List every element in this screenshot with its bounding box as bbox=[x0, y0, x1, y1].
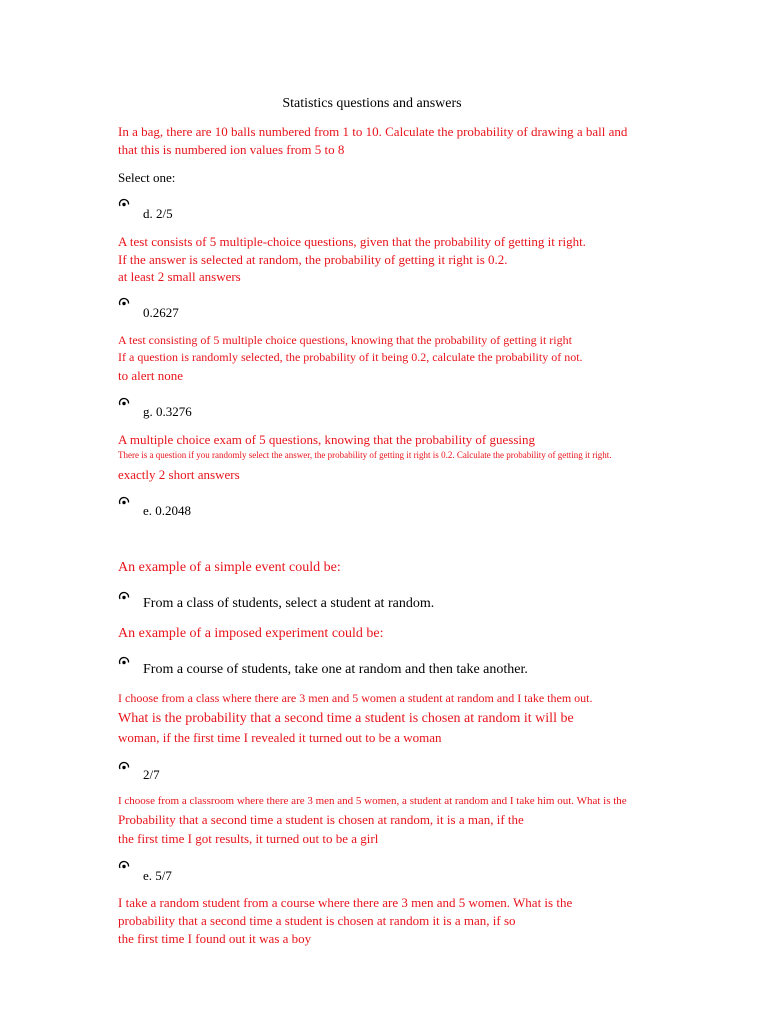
page-title: Statistics questions and answers bbox=[282, 96, 462, 111]
question-line: that this is numbered ion values from 5 to 8 bbox=[118, 142, 345, 157]
radio-selected-icon[interactable] bbox=[118, 397, 130, 409]
question-line: woman, if the first time I revealed it turned out to be a woman bbox=[118, 730, 442, 745]
question-line: A multiple choice exam of 5 questions, knowing that the probability of guessing bbox=[118, 432, 536, 447]
answer-option[interactable]: d. 2/5 bbox=[143, 206, 173, 221]
answer-option[interactable]: From a class of students, select a student at random. bbox=[143, 596, 435, 611]
question-line: A test consists of 5 multiple-choice questions, given that the probability of getting it right. bbox=[118, 234, 586, 249]
answer-option[interactable]: e. 5/7 bbox=[143, 868, 172, 883]
select-one-label: Select one: bbox=[118, 170, 176, 185]
radio-selected-icon[interactable] bbox=[118, 591, 130, 603]
answer-option[interactable]: 0.2627 bbox=[143, 305, 179, 320]
radio-selected-icon[interactable] bbox=[118, 761, 130, 773]
question-line: In a bag, there are 10 balls numbered from 1 to 10. Calculate the probability of drawing a ball and bbox=[118, 124, 628, 139]
radio-selected-icon[interactable] bbox=[118, 297, 130, 309]
answer-option[interactable]: From a course of students, take one at random and then take another. bbox=[143, 662, 528, 677]
question-line: If a question is randomly selected, the probability of it being 0.2, calculate the probability of not. bbox=[118, 350, 583, 364]
radio-selected-icon[interactable] bbox=[118, 656, 130, 668]
question-line: An example of a simple event could be: bbox=[118, 560, 341, 575]
question-line: Probability that a second time a student is chosen at random, it is a man, if the bbox=[118, 812, 524, 827]
question-line: exactly 2 short answers bbox=[118, 467, 240, 482]
question-line: at least 2 small answers bbox=[118, 269, 241, 284]
radio-selected-icon[interactable] bbox=[118, 198, 130, 210]
question-line: I choose from a class where there are 3 men and 5 women a student at random and I take them out. bbox=[118, 691, 593, 705]
question-line: the first time I got results, it turned out to be a girl bbox=[118, 831, 379, 846]
question-line: I take a random student from a course where there are 3 men and 5 women. What is the bbox=[118, 895, 573, 910]
question-line: I choose from a classroom where there are 3 men and 5 women, a student at random and I take him out. What is the bbox=[118, 795, 627, 807]
answer-option[interactable]: g. 0.3276 bbox=[143, 404, 192, 419]
question-line: the first time I found out it was a boy bbox=[118, 931, 312, 946]
radio-selected-icon[interactable] bbox=[118, 496, 130, 508]
question-line: A test consisting of 5 multiple choice questions, knowing that the probability of getting it right bbox=[118, 333, 572, 347]
question-line: There is a question if you randomly select the answer, the probability of getting it right is 0.2. Calculate the probability of getting it right. bbox=[118, 450, 612, 460]
question-line: probability that a second time a student is chosen at random it is a man, if so bbox=[118, 913, 516, 928]
question-line: What is the probability that a second time a student is chosen at random it will be bbox=[118, 711, 574, 726]
question-line: If the answer is selected at random, the probability of getting it right is 0.2. bbox=[118, 252, 508, 267]
answer-option[interactable]: 2/7 bbox=[143, 767, 160, 782]
question-line: to alert none bbox=[118, 368, 183, 383]
answer-option[interactable]: e. 0.2048 bbox=[143, 503, 192, 518]
radio-selected-icon[interactable] bbox=[118, 860, 130, 872]
question-line: An example of a imposed experiment could be: bbox=[118, 626, 384, 641]
